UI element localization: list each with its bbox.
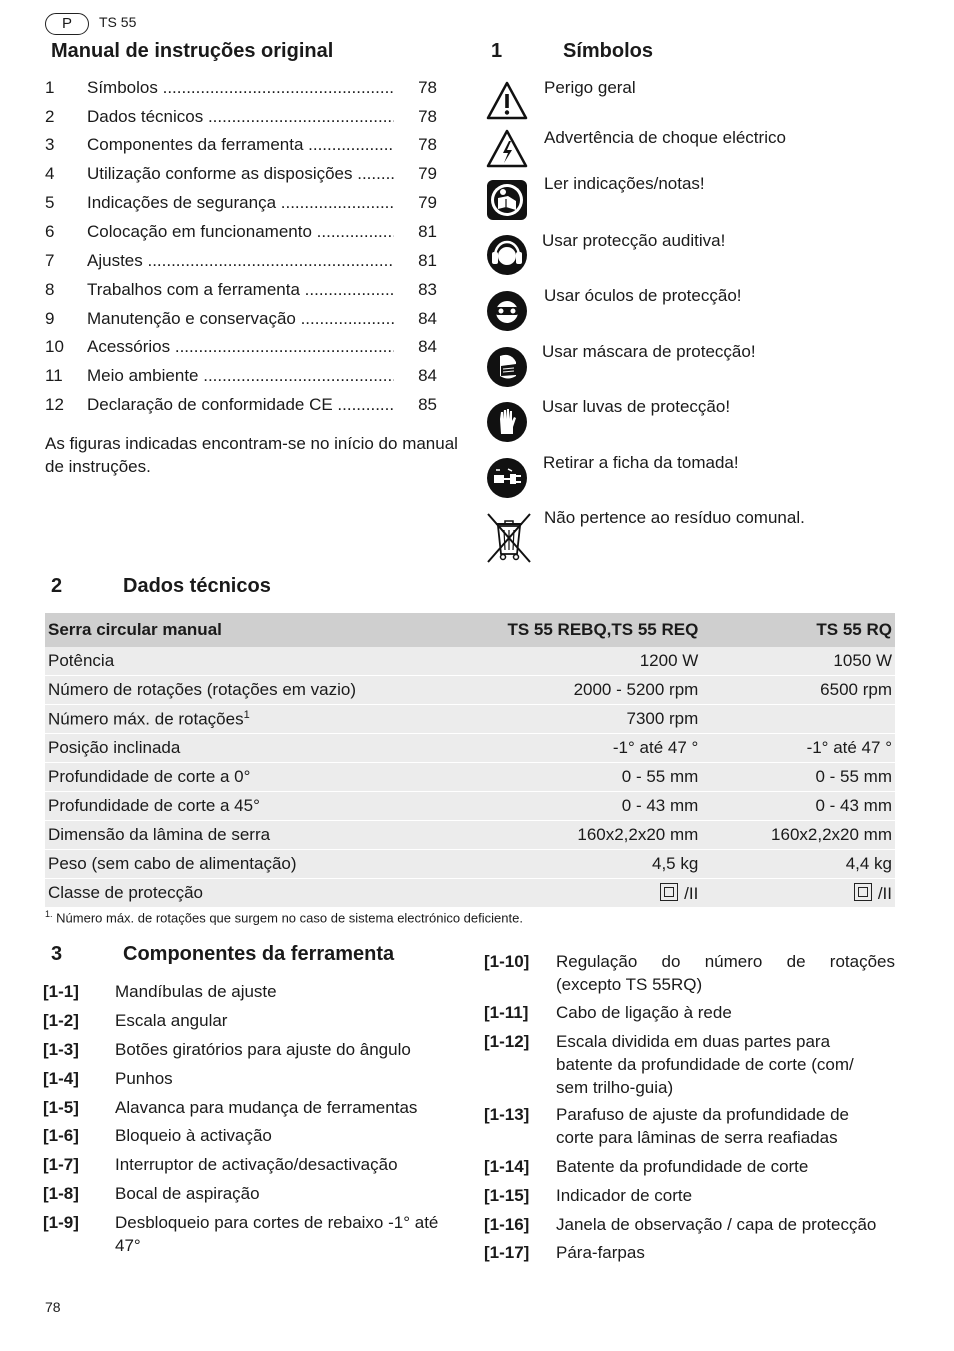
toc-item[interactable]	[45, 337, 437, 366]
figures-note: As figuras indicadas encontram-se no início do manual de instruções.	[45, 434, 458, 476]
table-cell: Número de rotações (rotações em vazio)	[45, 676, 449, 705]
double-insulation-icon	[854, 883, 872, 901]
component-id: [1-11]	[484, 1003, 529, 1022]
section-heading: Componentes da ferramenta	[123, 943, 395, 965]
read-manual-icon	[486, 179, 528, 221]
component-id: [1-15]	[484, 1186, 530, 1205]
toc-heading: Manual de instruções original	[51, 40, 334, 62]
model-tag: TS 55	[99, 14, 137, 30]
footnote-marker: 1	[243, 708, 250, 721]
toc-item-number: 8	[45, 280, 55, 299]
symbol-label: Não pertence ao resíduo comunal.	[544, 508, 805, 527]
table-cell: 1050 W	[701, 647, 895, 676]
table-cell: Peso (sem cabo de alimentação)	[45, 850, 449, 879]
component-text: Cabo de ligação à rede	[556, 1003, 732, 1022]
toc-item-title: Componentes da ferramenta .....	[87, 135, 394, 155]
toc-item-number: 5	[45, 193, 55, 212]
dust-mask-icon	[486, 346, 528, 388]
component-id: [1-17]	[484, 1243, 530, 1262]
component-text: Punhos	[115, 1069, 173, 1088]
component-text: Mandíbulas de ajuste	[115, 982, 277, 1001]
table-header-cell: TS 55 RQ	[701, 613, 895, 647]
language-badge: P	[45, 13, 89, 35]
symbol-label: Retirar a ficha da tomada!	[543, 453, 739, 472]
toc-item[interactable]	[45, 222, 437, 251]
symbol-label: Usar protecção auditiva!	[542, 231, 726, 250]
toc-item-number: 12	[45, 395, 64, 414]
electric-shock-icon	[486, 128, 528, 170]
footnote-marker: 1.	[45, 909, 53, 919]
component-id: [1-6]	[43, 1126, 79, 1145]
symbol-label: Perigo geral	[544, 78, 636, 97]
toc-item[interactable]	[45, 78, 437, 107]
table-row	[45, 879, 895, 908]
component-text	[556, 950, 895, 996]
table-cell: 2000 - 5200 rpm	[449, 676, 701, 705]
component-id: [1-2]	[43, 1011, 79, 1030]
table-cell: 6500 rpm	[701, 676, 895, 705]
table-cell: 7300 rpm	[449, 705, 701, 734]
toc-item[interactable]	[45, 309, 437, 338]
component-text: Indicador de corte	[556, 1186, 693, 1205]
toc-item[interactable]	[45, 251, 437, 280]
component-text: Batente da profundidade de corte	[556, 1157, 809, 1176]
toc-item-title: Colocação em funcionamento .....	[87, 222, 394, 242]
double-insulation-icon	[660, 883, 678, 901]
component-text: Escala dividida em duas partes para batente da profundidade de corte (com/ sem trilho-guia)	[556, 1032, 854, 1097]
table-cell	[449, 879, 701, 908]
toc-item-number: 3	[45, 135, 55, 154]
component-id: [1-10]	[484, 952, 530, 971]
table-cell: 4,4 kg	[701, 850, 895, 879]
component-text: Escala angular	[115, 1011, 228, 1030]
table-cell: -1° até 47 °	[449, 734, 701, 763]
table-row	[45, 734, 895, 763]
table-cell: Profundidade de corte a 0°	[45, 763, 449, 792]
toc-item-number: 6	[45, 222, 55, 241]
protection-class-value: /II	[877, 883, 892, 903]
table-cell: Profundidade de corte a 45°	[45, 792, 449, 821]
component-text: Pára-farpas	[556, 1243, 645, 1262]
toc-item-title: Dados técnicos .....	[87, 107, 394, 127]
symbol-label: Usar óculos de protecção!	[544, 286, 742, 305]
table-cell: 160x2,2x20 mm	[449, 821, 701, 850]
toc-item[interactable]	[45, 135, 437, 164]
symbol-label: Ler indicações/notas!	[544, 174, 705, 193]
toc-item[interactable]	[45, 366, 437, 395]
component-id: [1-5]	[43, 1098, 79, 1117]
toc-item-title: Declaração de conformidade CE .....	[87, 395, 394, 415]
toc-item-page: 84	[418, 309, 437, 328]
table-row	[45, 676, 895, 705]
table-row	[45, 705, 895, 734]
component-text-line: Regulação do número de rotações	[556, 952, 895, 971]
section-heading: Símbolos	[563, 40, 654, 62]
component-text: Parafuso de ajuste da profundidade de corte para lâminas de serra reafiadas	[556, 1105, 850, 1147]
table-cell: 0 - 55 mm	[701, 763, 895, 792]
table-cell: 4,5 kg	[449, 850, 701, 879]
section-number: 2	[51, 575, 63, 597]
table-cell: 0 - 43 mm	[449, 792, 701, 821]
section-heading: Dados técnicos	[123, 575, 271, 597]
toc-item-number: 1	[45, 78, 55, 97]
component-id: [1-9]	[43, 1213, 79, 1232]
toc-item-title: Utilização conforme as disposições .....	[87, 164, 394, 184]
table-row	[45, 792, 895, 821]
toc-item-title: Indicações de segurança .....	[87, 193, 394, 213]
component-text-line: (excepto TS 55RQ)	[556, 975, 703, 994]
page-number: 78	[45, 1299, 61, 1315]
toc-item-page: 85	[418, 395, 437, 414]
section-number: 3	[51, 943, 63, 965]
table-header-row	[45, 613, 895, 647]
component-id: [1-13]	[484, 1105, 530, 1124]
eye-protection-icon	[486, 290, 528, 332]
row-label: Número máx. de rotações	[48, 709, 244, 729]
component-id: [1-3]	[43, 1040, 79, 1059]
toc-item-page: 79	[418, 193, 437, 212]
component-id: [1-4]	[43, 1069, 79, 1088]
section-number: 1	[491, 40, 503, 62]
unplug-icon	[486, 457, 528, 499]
toc-item[interactable]	[45, 193, 437, 222]
toc-item-page: 79	[418, 164, 437, 183]
gloves-icon	[486, 401, 528, 443]
tech-data-table	[45, 613, 895, 908]
toc-item-title: Trabalhos com a ferramenta .....	[87, 280, 394, 300]
toc-item-title: Ajustes .....	[87, 251, 394, 271]
component-id: [1-7]	[43, 1155, 79, 1174]
component-text: Bloqueio à activação	[115, 1126, 272, 1145]
component-text: Alavanca para mudança de ferramentas	[115, 1098, 418, 1117]
toc-item-page: 84	[418, 337, 437, 356]
table-cell: Potência	[45, 647, 449, 676]
table-cell: 0 - 55 mm	[449, 763, 701, 792]
toc-item-page: 81	[418, 251, 437, 270]
toc-item-page: 78	[418, 135, 437, 154]
symbol-label: Usar luvas de protecção!	[542, 397, 731, 416]
table-cell: 1200 W	[449, 647, 701, 676]
toc-item[interactable]	[45, 107, 437, 136]
toc-item-number: 7	[45, 251, 55, 270]
table-cell	[701, 705, 895, 734]
toc-item-number: 4	[45, 164, 55, 183]
component-text: Desbloqueio para cortes de rebaixo -1° até 47°	[115, 1213, 439, 1255]
component-text: Botões giratórios para ajuste do ângulo	[115, 1040, 411, 1059]
component-text: Janela de observação / capa de protecção	[556, 1215, 877, 1234]
table-row	[45, 647, 895, 676]
table-cell: Classe de protecção	[45, 879, 449, 908]
component-id: [1-1]	[43, 982, 79, 1001]
component-id: [1-8]	[43, 1184, 79, 1203]
table-row	[45, 763, 895, 792]
table-cell: -1° até 47 °	[701, 734, 895, 763]
table-cell	[45, 705, 449, 734]
toc-item-number: 2	[45, 107, 55, 126]
warning-triangle-icon	[486, 80, 528, 122]
table-row	[45, 850, 895, 879]
component-id: [1-16]	[484, 1215, 530, 1234]
toc-item-title: Meio ambiente .....	[87, 366, 394, 386]
symbol-label: Usar máscara de protecção!	[542, 342, 756, 361]
table-cell: 0 - 43 mm	[701, 792, 895, 821]
toc-item-title: Símbolos .....	[87, 78, 394, 98]
toc-item-title: Acessórios .....	[87, 337, 394, 357]
table-header-cell: TS 55 REBQ,TS 55 REQ	[449, 613, 701, 647]
protection-class-value: /II	[684, 883, 699, 903]
component-text: Bocal de aspiração	[115, 1184, 260, 1203]
toc-item-page: 84	[418, 366, 437, 385]
toc-item[interactable]	[45, 280, 437, 309]
component-text: Interruptor de activação/desactivação	[115, 1155, 398, 1174]
component-id: [1-12]	[484, 1032, 530, 1051]
component-id: [1-14]	[484, 1157, 530, 1176]
table-cell: Dimensão da lâmina de serra	[45, 821, 449, 850]
table-row	[45, 821, 895, 850]
table-footnote	[45, 909, 523, 925]
crossed-bin-icon	[486, 512, 532, 564]
toc-item-number: 10	[45, 337, 64, 356]
table-cell: 160x2,2x20 mm	[701, 821, 895, 850]
toc-item-page: 78	[418, 78, 437, 97]
toc-item-page: 83	[418, 280, 437, 299]
table-header-cell: Serra circular manual	[45, 613, 449, 647]
toc-item-number: 11	[45, 366, 63, 385]
toc-item[interactable]	[45, 164, 437, 193]
symbol-label: Advertência de choque eléctrico	[544, 128, 786, 147]
footnote-text: Número máx. de rotações que surgem no caso de sistema electrónico deficiente.	[56, 910, 523, 926]
toc-item-page: 81	[418, 222, 437, 241]
toc-item[interactable]	[45, 395, 437, 424]
toc-item-page: 78	[418, 107, 437, 126]
table-cell: Posição inclinada	[45, 734, 449, 763]
table-cell	[701, 879, 895, 908]
toc-item-title: Manutenção e conservação .....	[87, 309, 394, 329]
ear-protection-icon	[486, 234, 528, 276]
toc-item-number: 9	[45, 309, 55, 328]
